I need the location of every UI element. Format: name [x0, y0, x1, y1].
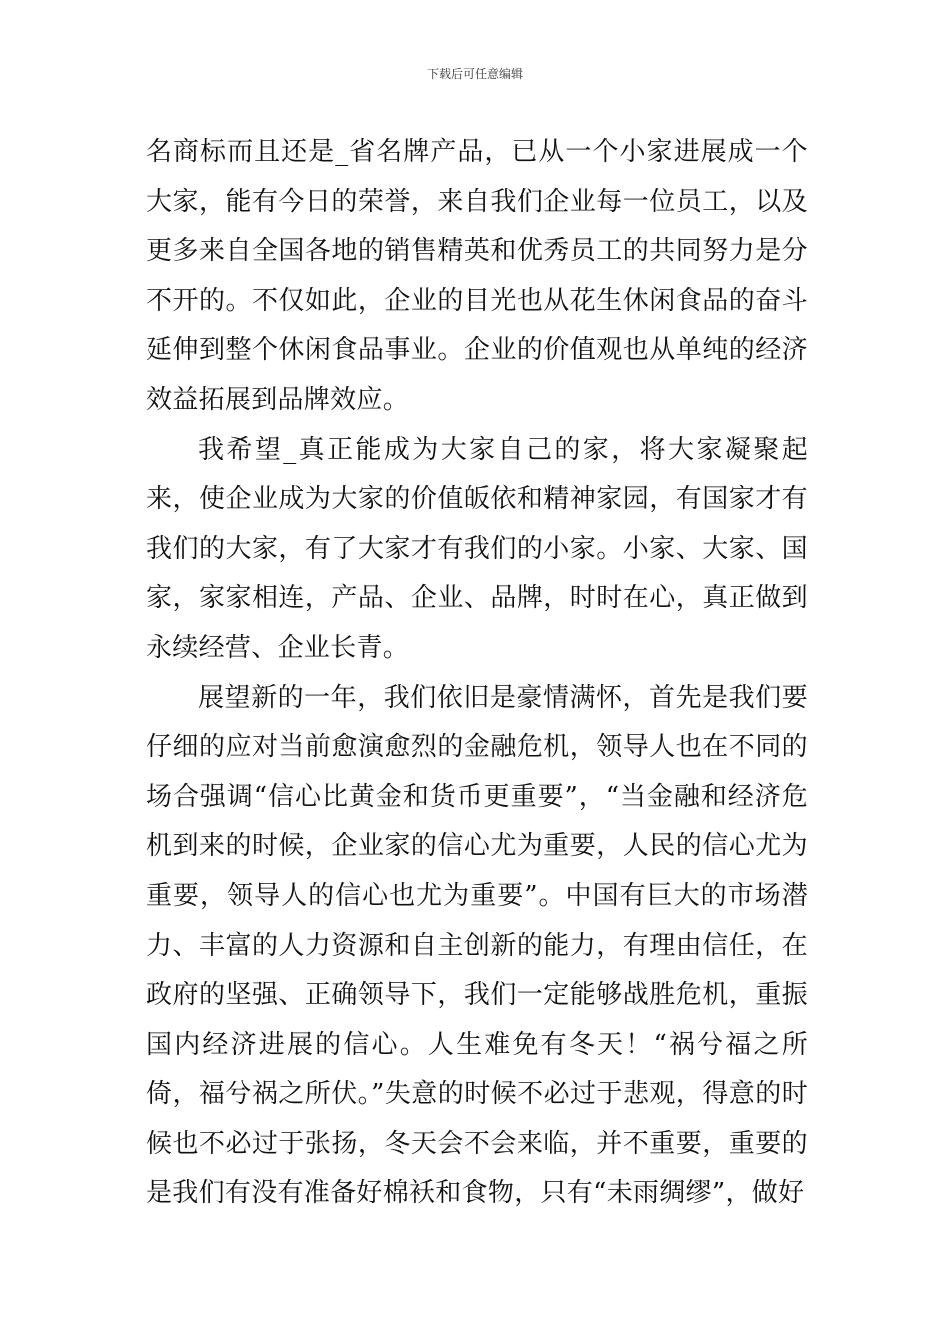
page-header: 下载后可任意编辑 — [426, 67, 523, 81]
paragraph-continued: 名商标而且还是_省名牌产品，已从一个小家进展成一个大家，能有今日的荣誉，来自我们企业每一位员工，以及更多来自全国各地的销售精英和优秀员工的共同努力是分不开的。不仅如此，企业的目光也从花生休闲食品的奋斗延伸到整个休闲食品事业。企业的价值观也从单纯的经济效益拓展到品牌效应。 — [146, 137, 808, 415]
paragraph-hope: 我希望_真正能成为大家自己的家，将大家凝聚起来，使企业成为大家的价值皈依和精神家园，有国家才有我们的大家，有了大家才有我们的小家。小家、大家、国家，家家相连，产品、企业、品牌，时时在心，真正做到永续经营、企业长青。 — [146, 434, 808, 663]
document-body — [146, 128, 808, 1219]
paragraph-outlook: 展望新的一年，我们依旧是豪情满怀，首先是我们要仔细的应对当前愈演愈烈的金融危机，领导人也在不同的场合强调“信心比黄金和货币更重要”，“当金融和经济危机到来的时候，企业家的信心尤为重要，人民的信心尤为重要，领导人的信心也尤为重要”。中国有巨大的市场潜力、丰富的人力资源和自主创新的能力，有理由信任，在政府的坚强、正确领导下，我们一定能够战胜危机，重振国内经济进展的信心。人生难免有冬天！“祸兮福之所倚，福兮祸之所伏。”失意的时候不必过于悲观，得意的时候也不必过于张扬，冬天会不会来临，并不重要，重要的是我们有没有准备好棉袄和食物，只有“未雨绸缪”，做好 — [146, 682, 808, 1209]
